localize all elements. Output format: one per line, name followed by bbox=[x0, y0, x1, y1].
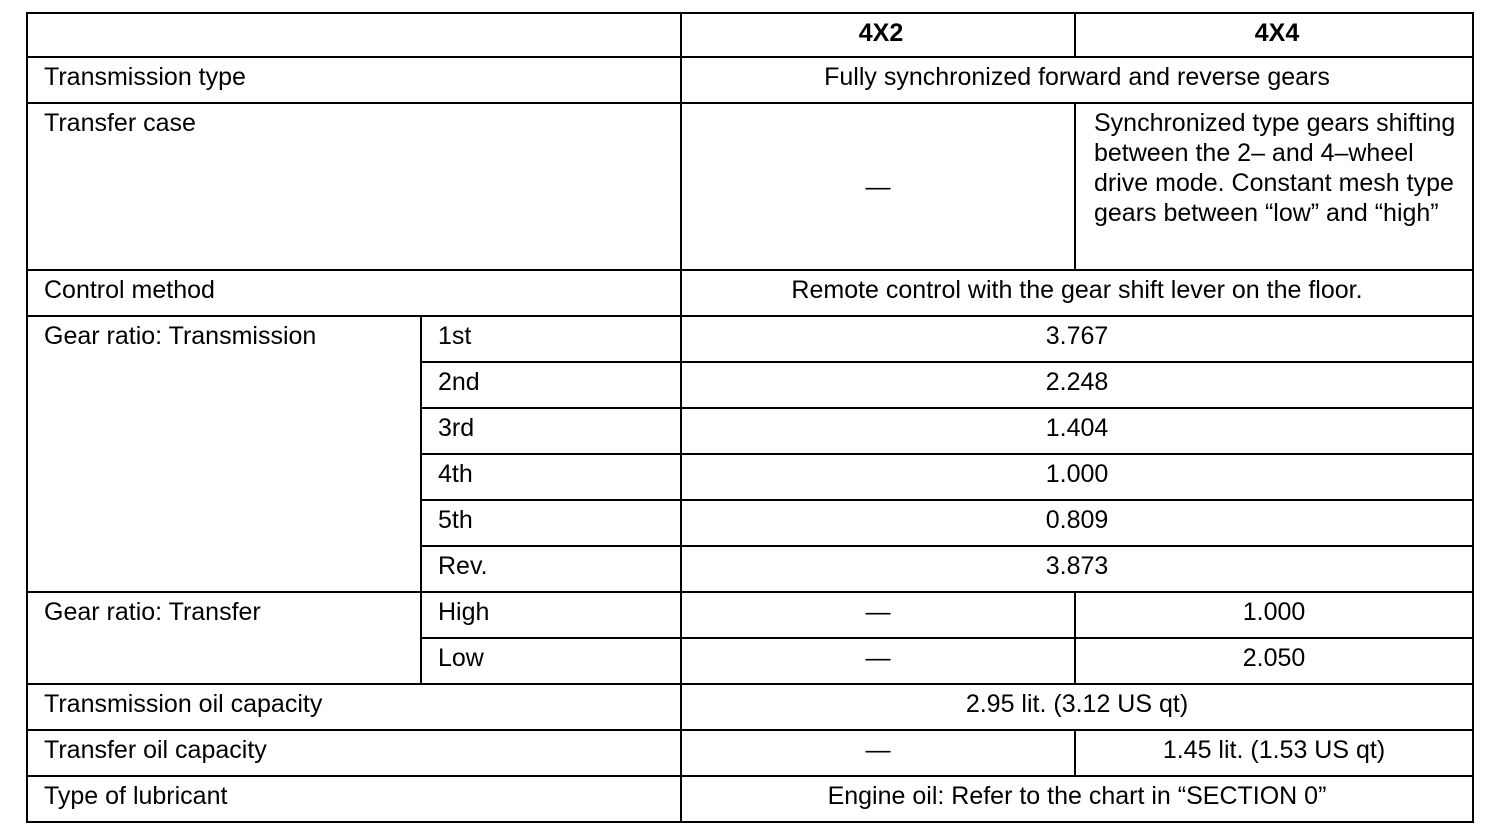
gear-ratio-value: 0.809 bbox=[681, 500, 1473, 546]
row-value: Remote control with the gear shift lever on the floor. bbox=[681, 270, 1473, 316]
gear-name: 3rd bbox=[421, 408, 681, 454]
row-label: Control method bbox=[27, 270, 681, 316]
row-value-4x2: — bbox=[681, 103, 1075, 270]
row-label: Transfer oil capacity bbox=[27, 730, 681, 776]
row-value-4x4: 1.45 lit. (1.53 US qt) bbox=[1075, 730, 1473, 776]
transfer-range-name: High bbox=[421, 592, 681, 638]
gear-ratio-value: 1.000 bbox=[681, 454, 1473, 500]
transfer-low-4x4: 2.050 bbox=[1075, 638, 1473, 684]
row-control-method bbox=[27, 270, 1473, 316]
gear-ratio-transfer-label: Gear ratio: Transfer bbox=[27, 592, 421, 684]
gear-ratio-value: 3.767 bbox=[681, 316, 1473, 362]
transfer-high-4x4: 1.000 bbox=[1075, 592, 1473, 638]
header-blank-cell bbox=[27, 13, 681, 57]
row-value: Engine oil: Refer to the chart in “SECTION 0” bbox=[681, 776, 1473, 822]
gear-ratio-value: 2.248 bbox=[681, 362, 1473, 408]
gear-name: Rev. bbox=[421, 546, 681, 592]
transfer-high-4x2: — bbox=[681, 592, 1075, 638]
row-label: Transmission oil capacity bbox=[27, 684, 681, 730]
header-4x4: 4X4 bbox=[1075, 13, 1473, 57]
row-transfer-case bbox=[27, 103, 1473, 270]
row-transmission-oil bbox=[27, 684, 1473, 730]
gear-name: 1st bbox=[421, 316, 681, 362]
gear-ratio-value: 1.404 bbox=[681, 408, 1473, 454]
row-transmission-type bbox=[27, 57, 1473, 103]
row-value: Fully synchronized forward and reverse gears bbox=[681, 57, 1473, 103]
row-value: 2.95 lit. (3.12 US qt) bbox=[681, 684, 1473, 730]
header-row bbox=[27, 13, 1473, 57]
gear-ratio-value: 3.873 bbox=[681, 546, 1473, 592]
transfer-range-name: Low bbox=[421, 638, 681, 684]
transfer-low-4x2: — bbox=[681, 638, 1075, 684]
gear-name: 5th bbox=[421, 500, 681, 546]
gear-name: 4th bbox=[421, 454, 681, 500]
specification-table bbox=[26, 12, 1474, 823]
row-value-4x4: Synchronized type gears shifting between the 2– and 4–wheel drive mode. Constant mesh type gears between “low” and “high” bbox=[1075, 103, 1473, 270]
row-gear-1st bbox=[27, 316, 1473, 362]
row-label: Type of lubricant bbox=[27, 776, 681, 822]
header-4x2: 4X2 bbox=[681, 13, 1075, 57]
row-lubricant bbox=[27, 776, 1473, 822]
row-transfer-oil bbox=[27, 730, 1473, 776]
gear-name: 2nd bbox=[421, 362, 681, 408]
gear-ratio-transmission-label: Gear ratio: Transmission bbox=[27, 316, 421, 592]
row-label: Transfer case bbox=[27, 103, 681, 270]
row-value-4x2: — bbox=[681, 730, 1075, 776]
row-label: Transmission type bbox=[27, 57, 681, 103]
row-transfer-high bbox=[27, 592, 1473, 638]
